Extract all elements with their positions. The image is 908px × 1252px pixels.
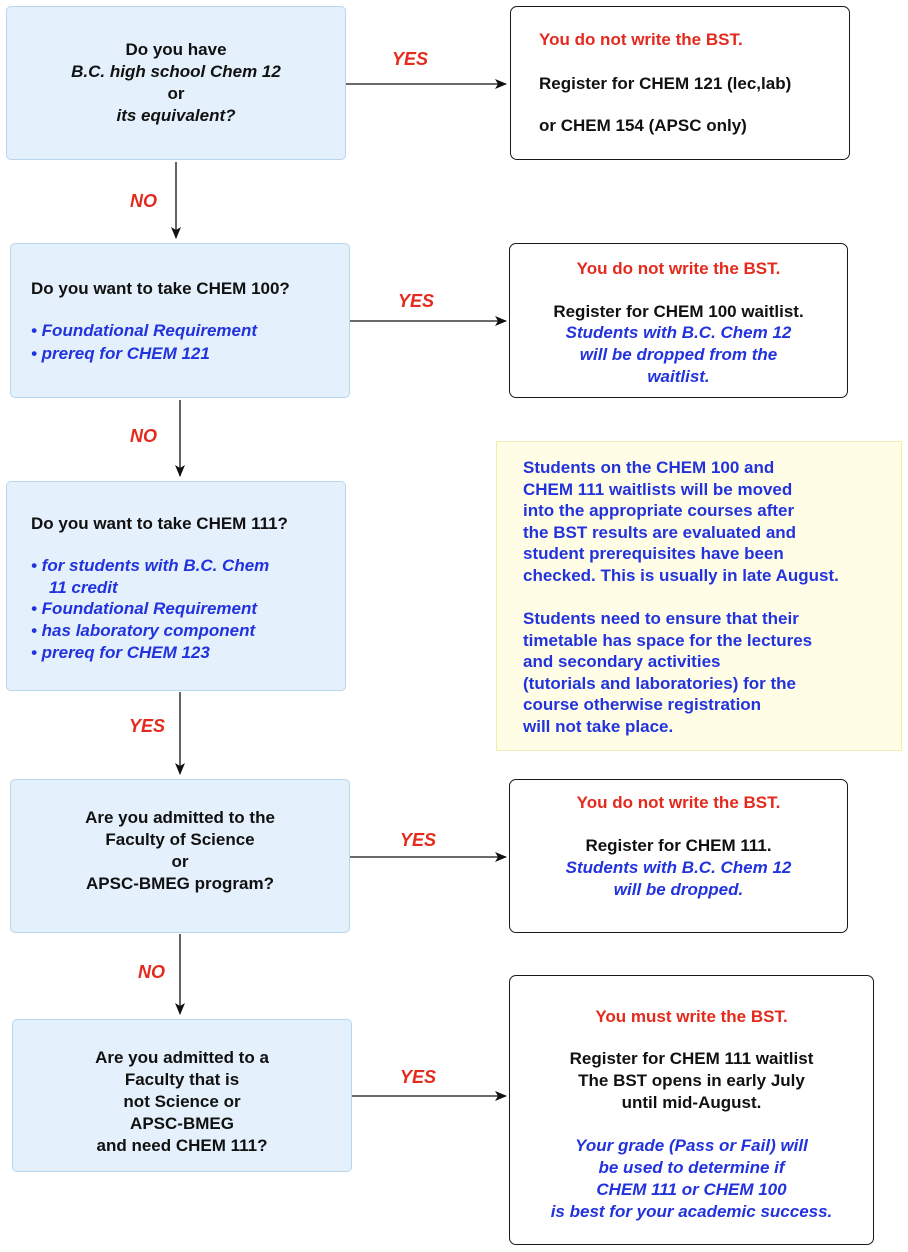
question-text: Are you admitted to the (85, 808, 275, 827)
answer-chem100-box (509, 243, 848, 398)
question-text: not Science or (123, 1092, 241, 1111)
waitlist-info-note (496, 441, 902, 751)
bullet-item: • prereq for CHEM 121 (31, 344, 210, 363)
question-title: Do you want to take CHEM 111? (31, 514, 288, 533)
answer-bst-required-box (509, 975, 874, 1245)
note-text: into the appropriate courses after (523, 501, 795, 520)
yes-label: YES (398, 291, 435, 311)
bullet-item: • for students with B.C. Chem (31, 556, 270, 575)
no-label: NO (130, 191, 157, 211)
bullet-item: • Foundational Requirement (31, 321, 258, 340)
register-text: Register for CHEM 100 waitlist. (553, 302, 804, 321)
info-text: Your grade (Pass or Fail) will (575, 1136, 808, 1155)
bst-status-text: You do not write the BST. (576, 793, 781, 812)
bst-status-text: You do not write the BST. (576, 259, 781, 278)
question-text: and need CHEM 111? (96, 1136, 268, 1155)
info-text: be used to determine if (598, 1158, 785, 1177)
question-text: Are you admitted to a (95, 1048, 269, 1067)
note-text: the BST results are evaluated and (523, 523, 797, 542)
yes-label: YES (129, 716, 166, 736)
warning-text: Students with B.C. Chem 12 (565, 858, 792, 877)
bullet-item: • Foundational Requirement (31, 599, 258, 618)
no-label: NO (130, 426, 157, 446)
yes-label: YES (400, 830, 437, 850)
register-text: or CHEM 154 (APSC only) (539, 116, 747, 135)
note-text: timetable has space for the lectures (523, 631, 813, 650)
info-text: is best for your academic success. (550, 1202, 833, 1221)
register-text: Register for CHEM 111 waitlist (569, 1049, 814, 1068)
yes-label: YES (392, 49, 429, 69)
question-text: its equivalent? (116, 106, 236, 125)
note-text: and secondary activities (523, 652, 721, 671)
register-text: Register for CHEM 111. (585, 836, 772, 855)
note-text: Students need to ensure that their (523, 609, 799, 628)
question-title: Do you want to take CHEM 100? (31, 279, 290, 298)
info-text: CHEM 111 or CHEM 100 (596, 1180, 787, 1199)
warning-text: will be dropped. (613, 880, 744, 899)
question-text: Faculty that is (124, 1070, 240, 1089)
question-other-faculty-box (12, 1019, 352, 1172)
note-text: CHEM 111 waitlists will be moved (523, 480, 793, 499)
note-text: course otherwise registration (523, 695, 762, 714)
answer-chem121-box (510, 6, 850, 160)
no-label: NO (138, 962, 165, 982)
register-text: until mid-August. (621, 1093, 762, 1112)
register-text: The BST opens in early July (578, 1071, 805, 1090)
note-text: checked. This is usually in late August. (523, 566, 839, 585)
question-chem12-box (6, 6, 346, 160)
register-text: Register for CHEM 121 (lec,lab) (539, 74, 792, 93)
question-text: APSC-BMEG (130, 1114, 234, 1133)
bullet-item: 11 credit (49, 578, 118, 597)
question-text: Faculty of Science (105, 830, 255, 849)
note-text: (tutorials and laboratories) for the (523, 674, 796, 693)
warning-text: will be dropped from the (579, 345, 778, 364)
question-science-faculty-box (10, 779, 350, 933)
question-chem100-box (10, 243, 350, 398)
note-text: student prerequisites have been (523, 544, 784, 563)
bullet-item: • has laboratory component (31, 621, 256, 640)
answer-chem111-box (509, 779, 848, 933)
note-text: Students on the CHEM 100 and (523, 458, 775, 477)
question-text: Do you have (125, 40, 227, 59)
question-text: APSC-BMEG program? (86, 874, 274, 893)
note-text: will not take place. (523, 717, 674, 736)
question-chem111-box (6, 481, 346, 691)
bst-status-text: You do not write the BST. (539, 30, 743, 49)
question-text: or (171, 852, 189, 871)
warning-text: waitlist. (647, 367, 710, 386)
bst-status-text: You must write the BST. (595, 1007, 788, 1026)
question-text: or (167, 84, 185, 103)
warning-text: Students with B.C. Chem 12 (565, 323, 792, 342)
question-text: B.C. high school Chem 12 (71, 62, 281, 81)
bullet-item: • prereq for CHEM 123 (31, 643, 210, 662)
yes-label: YES (400, 1067, 437, 1087)
